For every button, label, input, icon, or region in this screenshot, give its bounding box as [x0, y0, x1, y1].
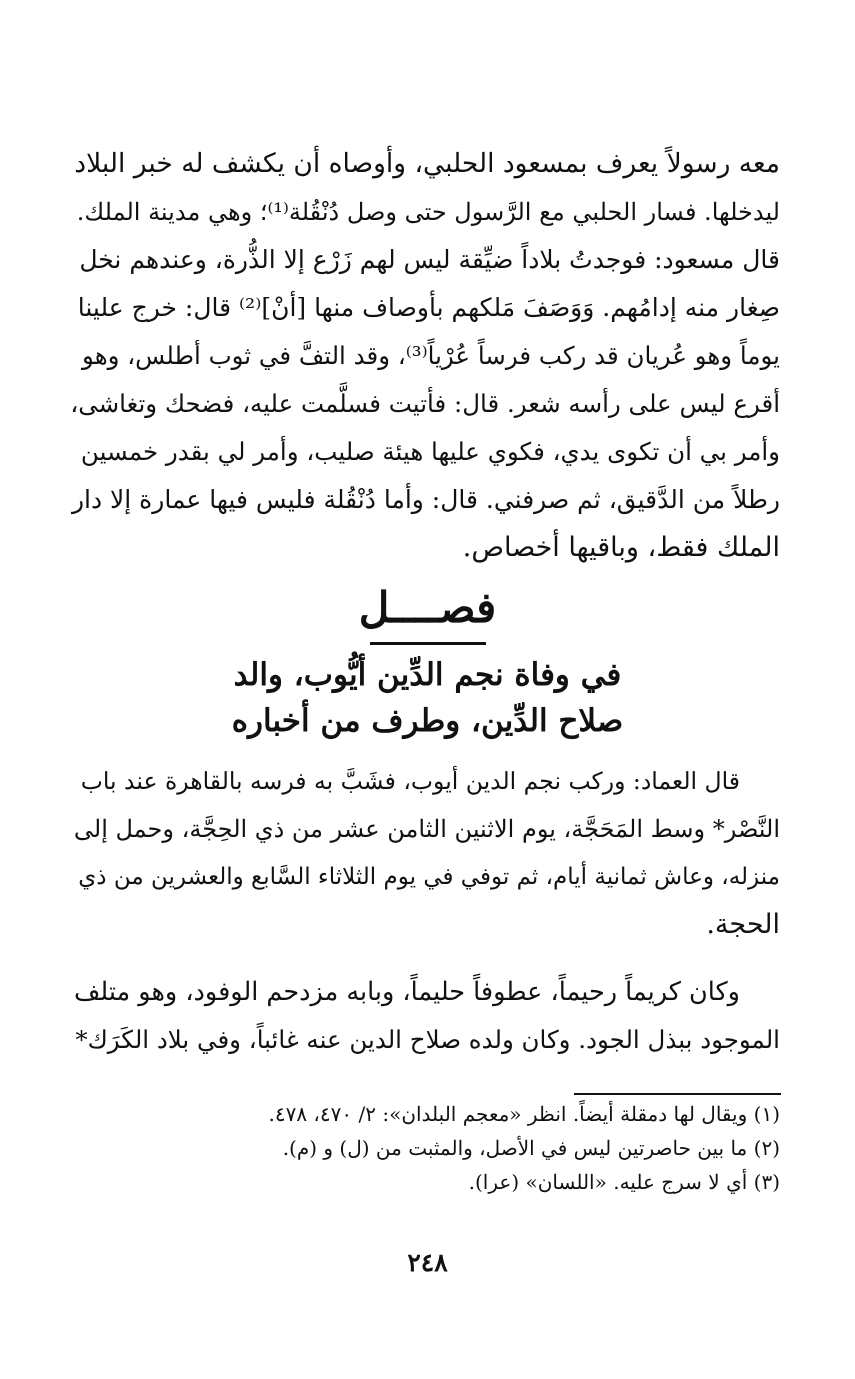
- text-line: النَّصْر* وسط المَحَجَّة، يوم الاثنين الثامن عشر من ذي الحِجَّة، وحمل إلى: [73, 815, 780, 843]
- text-line: أقرع ليس على رأسه شعر. قال: فأتيت فسلَّمت عليه، فضحك وتغاشى،: [70, 389, 780, 418]
- text-line: الحجة.: [706, 909, 780, 940]
- text-line: رطلاً من الدَّقيق، ثم صرفني. قال: وأما دُنْقُلة فليس فيها عمارة إلا دار: [71, 485, 780, 514]
- footnotes: [70, 1097, 780, 1199]
- section-heading-underline: [370, 642, 486, 645]
- text-line: ليدخلها. فسار الحلبي مع الرَّسول حتى وصل دُنْقُلة⁽¹⁾؛ وهي مدينة الملك.: [76, 198, 780, 226]
- text-line: صِغار منه إدامُهم. وَوَصَفَ مَلكهم بأوصاف منها [أنْ]⁽²⁾ قال: خرج علينا: [77, 293, 780, 322]
- footnote: (٢) ما بين حاصرتين ليس في الأصل، والمثبت من (ل) و (م).: [282, 1136, 780, 1160]
- text-line: وأمر بي أن تكوى يدي، فكوي عليها هيئة صليب، وأمر لي بقدر خمسين: [80, 437, 780, 466]
- text-line: الملك فقط، وباقيها أخصاص.: [462, 532, 780, 563]
- footnote: (٣) أي لا سرج عليه. «اللسان» (عرا).: [468, 1170, 780, 1194]
- section-title-line-1: في وفاة نجم الدِّين أيُّوب، والد: [233, 657, 622, 693]
- text-line: منزله، وعاش ثمانية أيام، ثم توفي في يوم الثلاثاء السَّابع والعشرين من ذي: [78, 864, 780, 890]
- footnote: (١) ويقال لها دمقلة أيضاً. انظر «معجم البلدان»: ٢/ ٤٧٠، ٤٧٨.: [268, 1102, 780, 1126]
- page-number: ٢٤٨: [407, 1248, 448, 1277]
- paragraph-1: [70, 140, 780, 572]
- text-line: وكان كريماً رحيماً، عطوفاً حليماً، وبابه مزدحم الوفود، وهو متلف: [73, 977, 740, 1007]
- text-line: معه رسولاً يعرف بمسعود الحلبي، وأوصاه أن يكشف له خبر البلاد: [74, 148, 780, 179]
- footnote-separator: [574, 1093, 781, 1095]
- section-heading: فصــــل: [358, 583, 497, 632]
- section-title-line-2: صلاح الدِّين، وطرف من أخباره: [231, 703, 624, 739]
- paragraph-2: [70, 757, 780, 949]
- paragraph-3: [70, 968, 780, 1064]
- text-line: قال مسعود: فوجدتُ بلاداً ضيِّقة ليس لهم زَرْع إلا الذُّرة، وعندهم نخل: [79, 245, 780, 274]
- text-line: الموجود ببذل الجود. وكان ولده صلاح الدين عنه غائباً، وفي بلاد الكَرَك*: [75, 1025, 780, 1054]
- text-line: يوماً وهو عُريان قد ركب فرساً عُرْياً⁽³⁾، وقد التفَّ في ثوب أطلس، وهو: [82, 341, 780, 370]
- text-line: قال العماد: وركب نجم الدين أيوب، فشَبَّ به فرسه بالقاهرة عند باب: [80, 767, 740, 795]
